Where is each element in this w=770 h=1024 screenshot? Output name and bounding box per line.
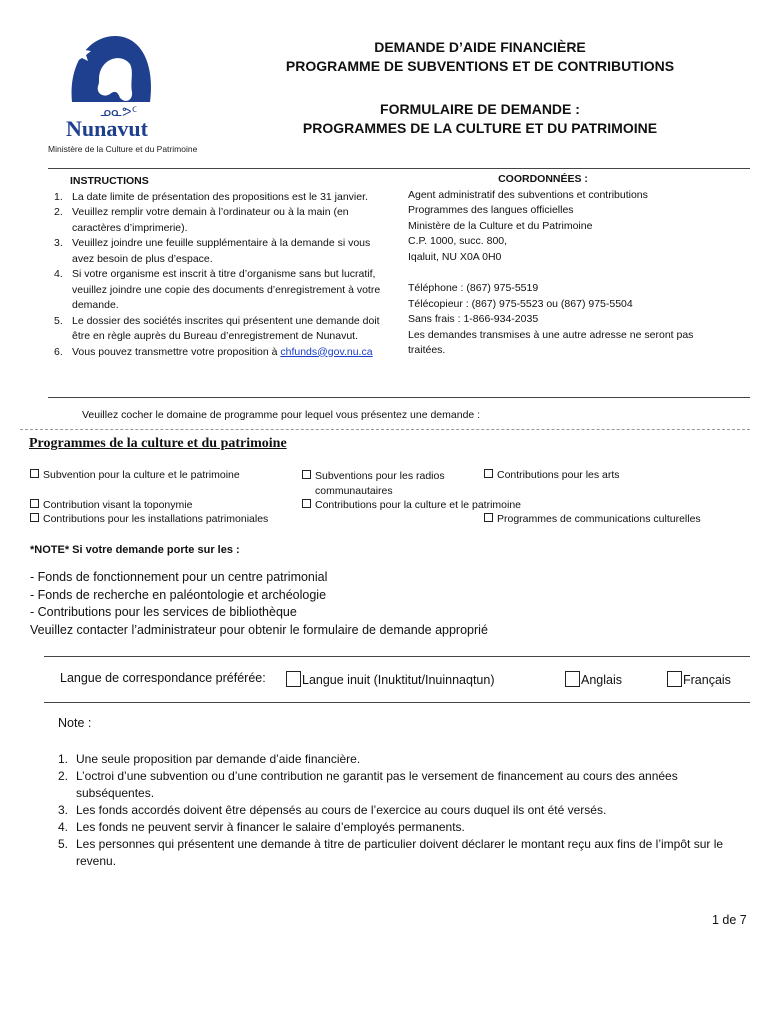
final-notes-list — [58, 751, 738, 870]
item-text: Veuillez joindre une feuille supplémentaire à la demande si vous avez besoin de plus d’espace. — [72, 237, 371, 265]
item-number: 6. — [54, 345, 63, 358]
program-prompt: Veuillez cocher le domaine de programme pour lequel vous présentez une demande : — [82, 409, 481, 421]
instruction-item — [54, 314, 384, 345]
language-option-anglais[interactable]: Anglais — [565, 671, 622, 687]
language-label: Langue de correspondance préférée: — [60, 671, 266, 685]
instructions-block — [54, 174, 384, 360]
contact-line: Programmes des langues officielles — [408, 204, 574, 216]
contact-line: Iqaluit, NU X0A 0H0 — [408, 250, 502, 263]
contact-line: Agent administratif des subventions et contributions — [408, 188, 648, 201]
final-note-item — [58, 802, 738, 819]
language-divider-bottom — [44, 702, 750, 703]
contact-line: C.P. 1000, succ. 800, — [408, 235, 508, 247]
checkbox[interactable] — [30, 469, 39, 478]
checkbox[interactable] — [484, 513, 493, 522]
instructions-list — [54, 190, 384, 361]
instructions-heading: INSTRUCTIONS — [70, 175, 149, 187]
header-divider — [48, 168, 750, 169]
ministry-caption: Ministère de la Culture et du Patrimoine — [48, 144, 198, 154]
page-number: 1 de 7 — [712, 913, 747, 927]
instruction-item — [54, 236, 384, 267]
contact-block — [408, 172, 728, 359]
language-divider-top — [44, 656, 750, 657]
final-notes-heading: Note : — [58, 716, 92, 730]
note-line: - Contributions pour les services de bibliothèque — [30, 605, 297, 619]
item-text: Vous pouvez transmettre votre proposition à — [72, 345, 281, 358]
note-line: Veuillez contacter l’administrateur pour obtenir le formulaire de demande approprié — [30, 622, 488, 637]
item-text: La date limite de présentation des propositions est le 31 janvier. — [72, 190, 368, 203]
checkbox[interactable] — [30, 513, 39, 522]
option-contributions-arts[interactable]: Contributions pour les arts — [484, 469, 620, 481]
note-heading: *NOTE* Si votre demande porte sur les : — [30, 544, 240, 556]
checkbox[interactable] — [286, 671, 301, 687]
nunavut-logo — [60, 32, 160, 144]
svg-text:Nunavut: Nunavut — [66, 116, 148, 141]
option-contribution-toponymie[interactable]: Contribution visant la toponymie — [30, 499, 192, 511]
final-note-item — [58, 819, 738, 836]
note-line: - Fonds de recherche en paléontologie et archéologie — [30, 587, 327, 602]
item-text: Les fonds ne peuvent servir à financer le salaire d’employés permanents. — [76, 820, 465, 834]
item-number: 5. — [54, 314, 63, 327]
item-number: 1. — [54, 190, 63, 203]
item-number: 2. — [58, 769, 69, 783]
item-number: 4. — [58, 820, 69, 834]
instruction-item — [54, 345, 384, 361]
language-option-francais[interactable]: Français — [667, 671, 731, 687]
final-note-item — [58, 768, 738, 802]
checkbox[interactable] — [302, 470, 311, 479]
item-text: Une seule proposition par demande d’aide financière. — [76, 752, 361, 766]
item-text: Le dossier des sociétés inscrites qui présentent une demande doit être en règle auprès du Bureau d’enregistrement de Nunavut. — [72, 314, 380, 342]
final-note-item — [58, 836, 738, 870]
instruction-item — [54, 190, 384, 206]
program-divider — [20, 429, 750, 430]
instruction-item — [54, 205, 384, 236]
checkbox[interactable] — [302, 499, 311, 508]
item-number: 3. — [58, 803, 69, 817]
option-subventions-radios[interactable]: Subventions pour les radios communautaires — [302, 469, 445, 499]
item-text: Si votre organisme est inscrit à titre d’organisme sans but lucratif, veuillez joindre une copie des documents d’enregistrement à votre demande. — [72, 268, 381, 311]
language-option-inuit[interactable]: Langue inuit (Inuktitut/Inuinnaqtun) — [286, 671, 495, 687]
checkbox[interactable] — [667, 671, 682, 687]
item-number: 4. — [54, 268, 63, 280]
checkbox[interactable] — [484, 469, 493, 478]
instruction-item — [54, 267, 384, 314]
item-number: 2. — [54, 206, 63, 218]
item-text: Veuillez remplir votre demain à l’ordinateur ou à la main (en caractères d’imprimerie). — [72, 206, 349, 234]
contact-tollfree: Sans frais : 1-866-934-2035 — [408, 313, 539, 325]
option-subvention-culture[interactable]: Subvention pour la culture et le patrimoine — [30, 469, 240, 481]
option-programmes-communications[interactable]: Programmes de communications culturelles — [484, 513, 701, 525]
item-text: L’octroi d’une subvention ou d’une contribution ne garantit pas le versement de financement au cours des années subséquentes. — [76, 769, 678, 800]
item-number: 3. — [54, 237, 63, 249]
option-contributions-culture[interactable]: Contributions pour la culture et le patrimoine — [302, 499, 521, 511]
note-lines — [30, 569, 488, 639]
contact-fax: Télécopieur : (867) 975-5523 ou (867) 975-5504 — [408, 297, 633, 310]
contact-line: Ministère de la Culture et du Patrimoine — [408, 219, 593, 232]
contact-address — [408, 188, 728, 266]
final-note-item — [58, 751, 738, 768]
nunavut-logo-icon — [60, 32, 160, 144]
item-text: Les fonds accordés doivent être dépensés au cours de l’exercice au cours duquel ils ont été versés. — [76, 803, 607, 817]
note-line: - Fonds de fonctionnement pour un centre patrimonial — [30, 570, 328, 584]
email-link[interactable]: chfunds@gov.nu.ca — [280, 345, 373, 358]
program-heading: Programmes de la culture et du patrimoine — [29, 436, 287, 451]
form-title: FORMULAIRE DE DEMANDE : PROGRAMMES DE LA CULTURE ET DU PATRIMOINE — [302, 101, 658, 136]
item-number: 1. — [58, 752, 69, 766]
contact-phone: Téléphone : (867) 975-5519 — [408, 282, 539, 294]
item-text: Les personnes qui présentent une demande à titre de particulier doivent déclarer le montant reçu aux fins de l’impôt sur le revenu. — [76, 837, 724, 868]
checkbox[interactable] — [565, 671, 580, 687]
checkbox[interactable] — [30, 499, 39, 508]
option-contributions-installations[interactable]: Contributions pour les installations patrimoniales — [30, 513, 268, 525]
contact-heading: COORDONNÉES : — [498, 173, 588, 185]
item-number: 5. — [58, 837, 69, 851]
main-title: DEMANDE D’AIDE FINANCIÈRE PROGRAMME DE SUBVENTIONS ET DE CONTRIBUTIONS — [285, 39, 675, 74]
svg-text:ᓄᓇᕗᑦ: ᓄᓇᕗᑦ — [100, 104, 138, 119]
instructions-divider — [48, 397, 750, 398]
contact-note: Les demandes transmises à une autre adresse ne seront pas traitées. — [408, 328, 694, 356]
